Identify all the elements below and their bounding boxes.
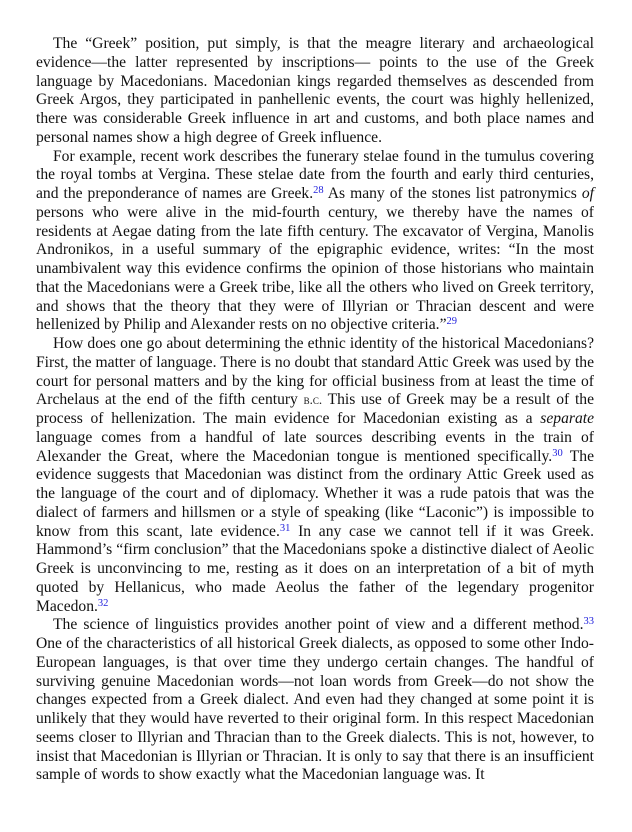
paragraph-text: For example, recent work describes the funerary stelae found in the tumulus covering the royal tombs at Vergina. These stelae date from the fourth and early third centuries, and the preponderance of names are Greek. <box>36 147 594 202</box>
paragraph-text: This use of Greek may be a result of the process of hellenization. The main evidence for Macedonian existing as a <box>36 391 595 427</box>
paragraph-greek-position <box>36 35 594 148</box>
paragraph-linguistics <box>36 616 594 785</box>
paragraph-ethnic-identity <box>36 335 594 616</box>
paragraph-text: How does one go about determining the ethnic identity of the historical Macedonians? First, the matter of language. There is no doubt that standard Attic Greek was used by the court for personal matters and by the king for official business from at least the time of Archelaus at the end of the fifth century <box>36 335 594 409</box>
footnote-link-30[interactable]: 30 <box>552 447 563 459</box>
document-page <box>36 35 594 785</box>
paragraph-vergina-stelae <box>36 148 594 336</box>
paragraph-text: As many of the stones list patronymics <box>323 185 582 202</box>
footnote-link-32[interactable]: 32 <box>97 597 109 609</box>
paragraph-text: In any case we cannot tell if it was Greek. Hammond’s “firm conclusion” that the Macedonians spoke a distinctive dialect of Aeolic Greek is unconvincing to me, resting as it does on an interpretation of a bit of myth quoted by Hellanicus, who made Aeolus the father of the legendary progenitor Macedon. <box>36 522 594 615</box>
paragraph-text: The evidence suggests that Macedonian was distinct from the ordinary Attic Greek used as the language of the court and of diplomacy. Whether it was a rude patois that was the dialect of farmers and hillsmen or a style of speaking (like “Laconic”) is impossible to know from this scant, late evidence. <box>36 447 594 540</box>
paragraph-text: The science of linguistics provides another point of view and a different method. <box>53 616 584 634</box>
footnote-link-33[interactable]: 33 <box>583 616 594 628</box>
footnote-link-29[interactable]: 29 <box>446 316 458 328</box>
paragraph-text: The “Greek” position, put simply, is that the meagre literary and archaeological evidence—the latter represented by inscriptions— points to the use of the Greek language by Macedonians. Macedonian kings regarded themselves as descended from Greek Argos, they participated in panhellenic events, the court was highly hellenized, there was considerable Greek influence in art and customs, and both place names and personal names show a high degree of Greek influence. <box>36 35 594 146</box>
paragraph-text: language comes from a handful of late sources describing events in the train of Alexander the Great, where the Macedonian tongue is mentioned specifically. <box>36 428 594 465</box>
footnote-link-28[interactable]: 28 <box>313 185 324 196</box>
italic-text: separate <box>540 410 594 427</box>
paragraph-text: persons who were alive in the mid-fourth century, we thereby have the names of residents at Aegae dating from the late fifth century. The excavator of Vergina, Manolis Andronikos, in a useful summary of the epigraphic evidence, writes: “In the most unambivalent way this evidence confirms the opinion of those historians who maintain that the Macedonians were a Greek tribe, like all the others who lived on Greek territory, and shows that the theory that they were of Illyrian or Thracian descent and were hellenized by Philip and Alexander rests on no objective criteria.” <box>36 203 594 334</box>
paragraph-text: One of the characteristics of all historical Greek dialects, as opposed to some other Indo-European languages, is that over time they undergo certain changes. The handful of surviving genuine Macedonian words—not loan words from Greek—do not show the changes expected from a Greek dialect. And even had they changed at some point it is unlikely that they would have reverted to their original form. In this respect Macedonian seems closer to Illyrian and Thracian than to the Greek dialects. This is not, however, to insist that Macedonian is Illyrian or Thracian. It is only to say that there is an insufficient sample of words to show exactly what the Macedonian language was. It <box>36 635 594 784</box>
small-caps-text: b.c. <box>303 392 323 408</box>
italic-text: of <box>581 185 594 202</box>
footnote-link-31[interactable]: 31 <box>279 522 291 534</box>
